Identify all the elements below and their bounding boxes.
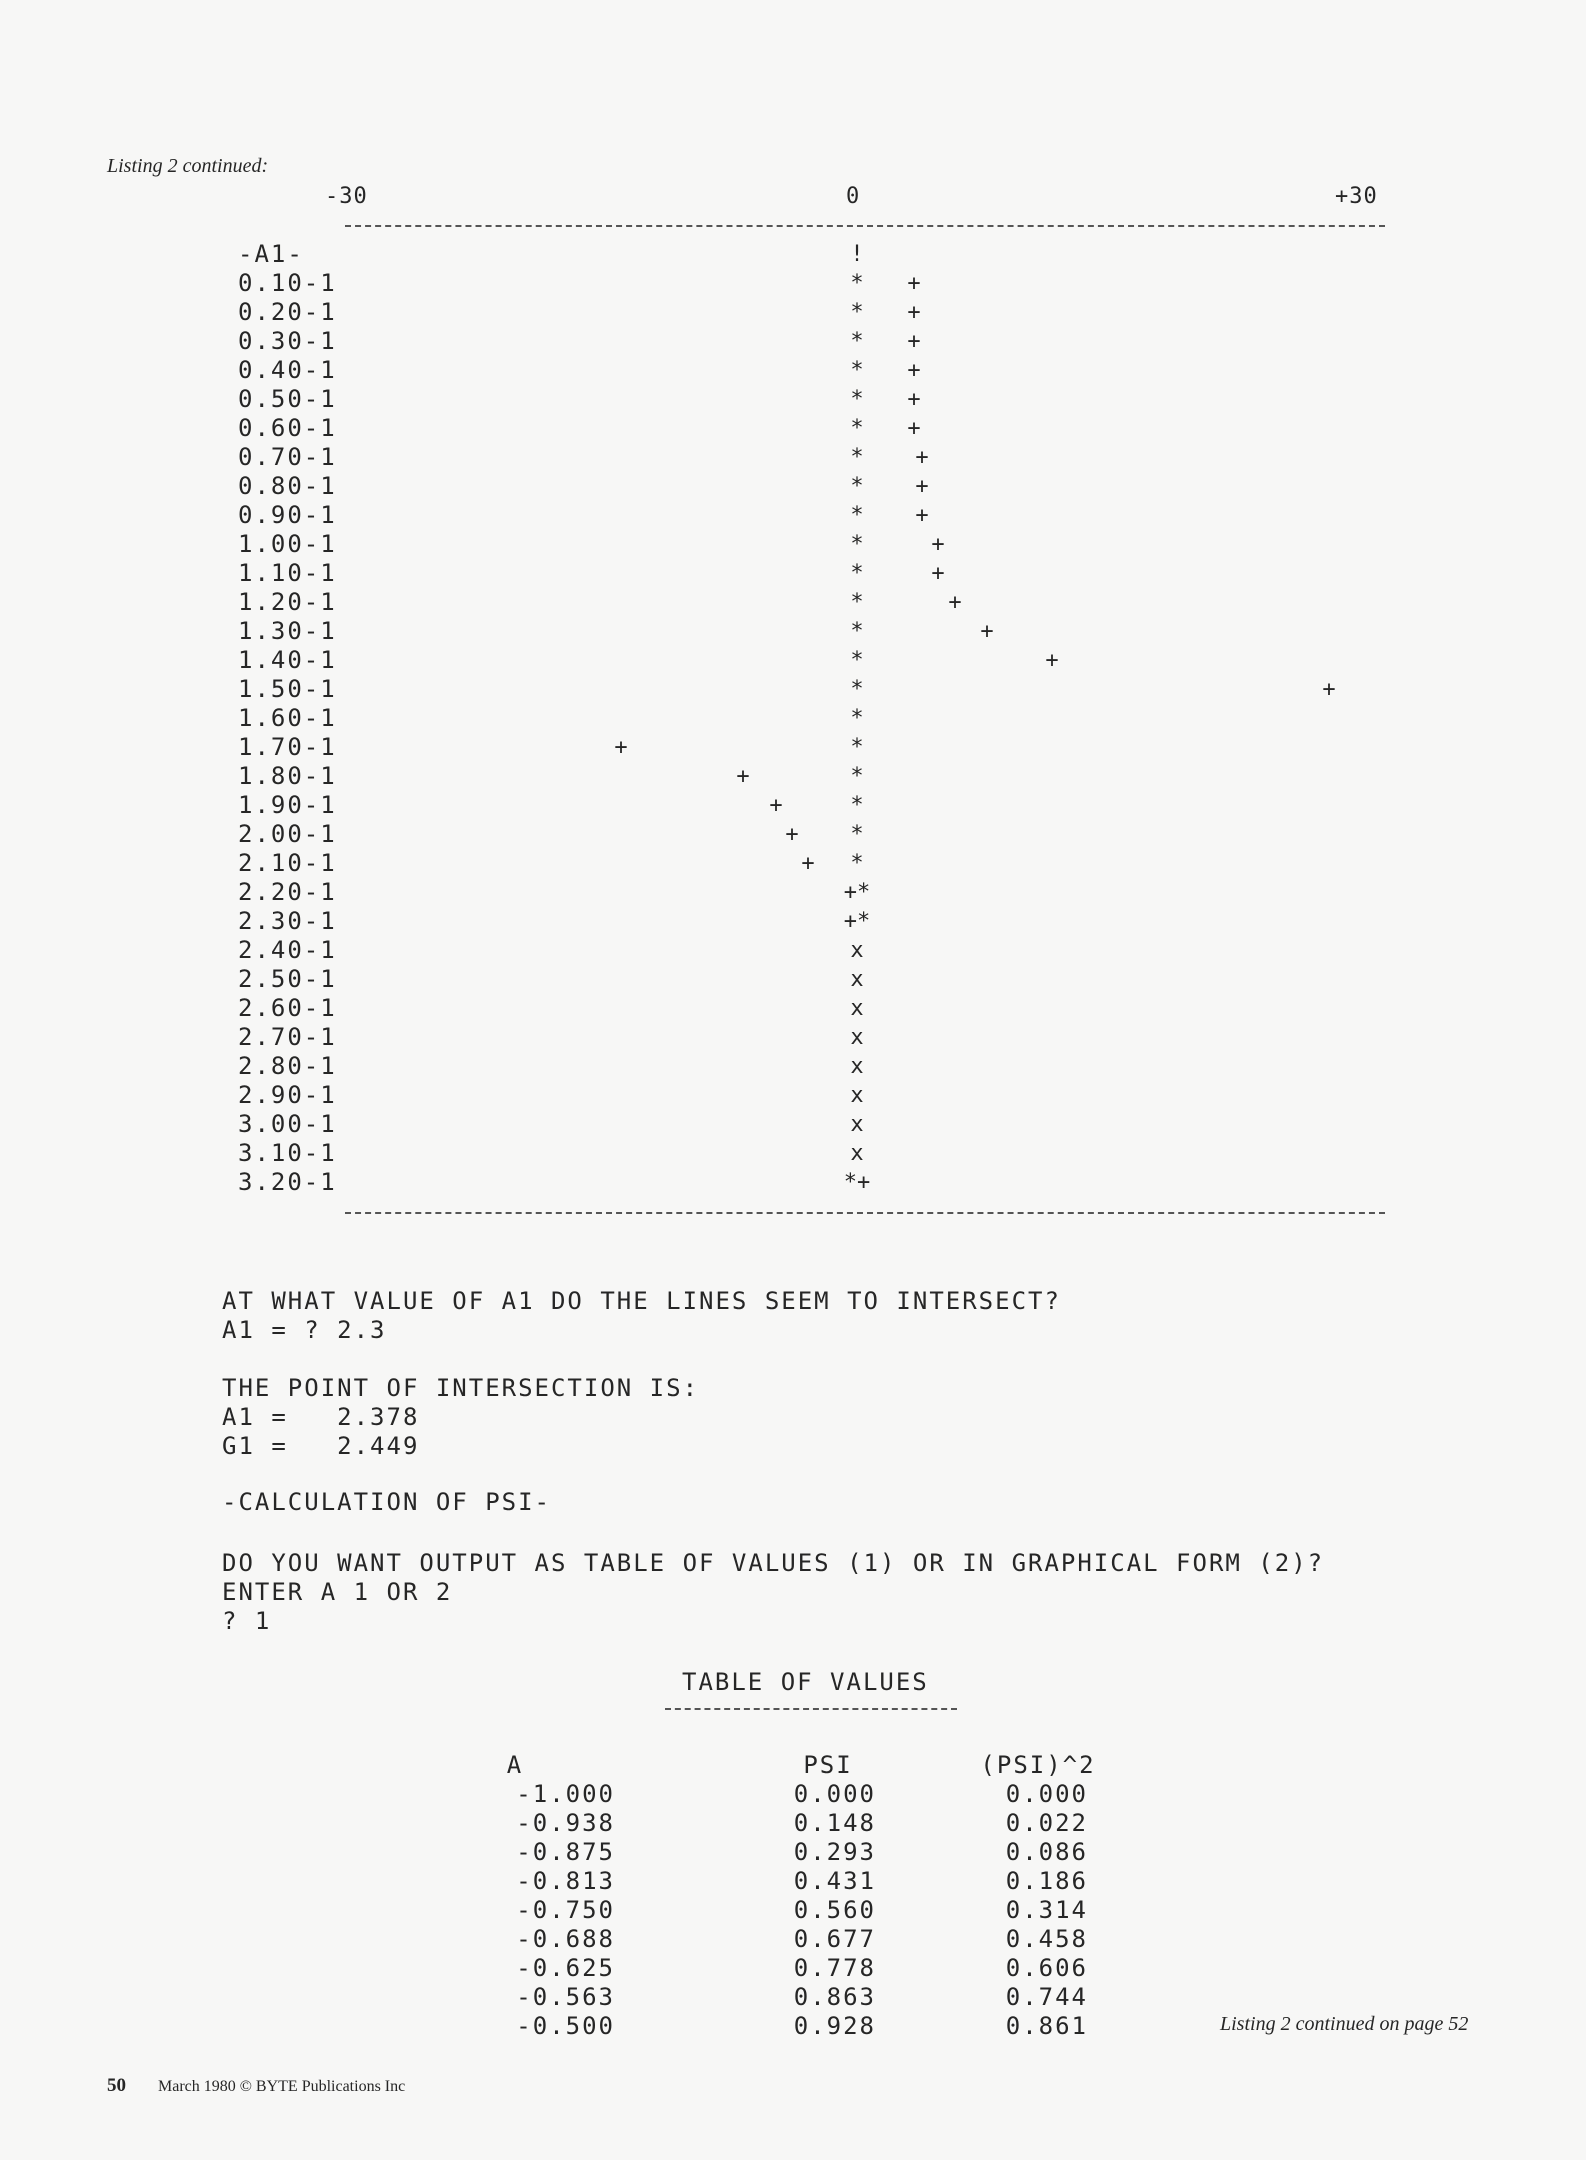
plot-row-label: 0.50-1 <box>238 385 337 413</box>
output-question: DO YOU WANT OUTPUT AS TABLE OF VALUES (1) OR IN GRAPHICAL FORM (2)? <box>222 1549 1325 1577</box>
plot-row <box>0 849 1586 878</box>
table-header-a: A <box>506 1751 524 1779</box>
plot-row <box>0 791 1586 820</box>
plot-row-label: 1.00-1 <box>238 530 337 558</box>
plot-mark-g: x <box>850 1141 864 1166</box>
plot-row-label: 3.10-1 <box>238 1139 337 1167</box>
plot-mark-f: + <box>915 474 929 499</box>
plot-row-label: 0.70-1 <box>238 443 337 471</box>
plot-row-label: 0.60-1 <box>238 414 337 442</box>
plot-mark-f: + <box>1322 677 1336 702</box>
plot-row <box>0 965 1586 994</box>
plot-mark-f: + <box>907 358 921 383</box>
plot-mark-g: * <box>850 677 864 702</box>
plot-mark-g: x <box>850 1083 864 1108</box>
plot-zero-marker: ! <box>850 242 864 267</box>
plot-row-label: 1.20-1 <box>238 588 337 616</box>
plot-mark-g: * <box>850 503 864 528</box>
table-cell-psi-squared: 0.606 <box>1005 1954 1088 1982</box>
plot-mark-f: + <box>769 793 783 818</box>
plot-row <box>0 936 1586 965</box>
plot-mark-g: * <box>850 735 864 760</box>
plot-row <box>0 501 1586 530</box>
plot-row <box>0 530 1586 559</box>
plot-row-label: 3.00-1 <box>238 1110 337 1138</box>
plot-mark-g: x <box>850 938 864 963</box>
plot-row-label: 2.30-1 <box>238 907 337 935</box>
plot-mark-f: + <box>907 271 921 296</box>
plot-mark-g: * <box>850 416 864 441</box>
plot-header-row <box>0 240 1586 269</box>
intersection-a1: A1 = 2.378 <box>222 1403 420 1431</box>
page-number: 50 <box>107 2075 126 2096</box>
plot-row-label: 0.40-1 <box>238 356 337 384</box>
plot-row-label: 1.80-1 <box>238 762 337 790</box>
plot-row-label: 1.60-1 <box>238 704 337 732</box>
listing-caption: Listing 2 continued: <box>107 155 269 177</box>
plot-mark-g: +* <box>843 909 871 934</box>
plot-row-label: 2.90-1 <box>238 1081 337 1109</box>
plot-mark-g: * <box>850 561 864 586</box>
table-header-psi-squared: (PSI)^2 <box>980 1751 1096 1779</box>
plot-mark-g: x <box>850 996 864 1021</box>
plot-row <box>0 1139 1586 1168</box>
table-title-rule <box>665 1708 957 1710</box>
input-reply: ? 1 <box>222 1607 272 1635</box>
table-cell-psi-squared: 0.186 <box>1005 1867 1088 1895</box>
table-cell-a: -0.813 <box>516 1867 615 1895</box>
plot-mark-f: + <box>907 387 921 412</box>
table-cell-psi-squared: 0.744 <box>1005 1983 1088 2011</box>
plot-bottom-rule <box>345 1212 1385 1214</box>
plot-row-label: 0.10-1 <box>238 269 337 297</box>
plot-mark-g: * <box>850 590 864 615</box>
plot-row <box>0 878 1586 907</box>
intersect-answer: A1 = ? 2.3 <box>222 1316 387 1344</box>
plot-row <box>0 588 1586 617</box>
plot-mark-f: + <box>948 590 962 615</box>
table-cell-psi: 0.000 <box>793 1780 876 1808</box>
plot-mark-f: + <box>907 329 921 354</box>
plot-row-label: 0.90-1 <box>238 501 337 529</box>
plot-row-label: 2.40-1 <box>238 936 337 964</box>
plot-row-label: 3.20-1 <box>238 1168 337 1196</box>
table-cell-psi-squared: 0.861 <box>1005 2012 1088 2040</box>
plot-mark-g: * <box>850 851 864 876</box>
axis-label-center: 0 <box>846 184 861 209</box>
intersection-g1: G1 = 2.449 <box>222 1432 420 1460</box>
plot-row <box>0 385 1586 414</box>
table-cell-psi: 0.928 <box>793 2012 876 2040</box>
plot-mark-f: + <box>614 735 628 760</box>
plot-mark-f: + <box>736 764 750 789</box>
plot-mark-g: * <box>850 532 864 557</box>
plot-row <box>0 1052 1586 1081</box>
plot-header-label: -A1- <box>238 240 304 268</box>
plot-row <box>0 733 1586 762</box>
plot-mark-f: + <box>1045 648 1059 673</box>
plot-row <box>0 327 1586 356</box>
continued-caption: Listing 2 continued on page 52 <box>1220 2013 1469 2035</box>
plot-row-label: 2.20-1 <box>238 878 337 906</box>
plot-row-label: 1.30-1 <box>238 617 337 645</box>
plot-row <box>0 269 1586 298</box>
table-cell-a: -0.563 <box>516 1983 615 2011</box>
plot-row <box>0 356 1586 385</box>
plot-mark-f: + <box>915 503 929 528</box>
plot-row-label: 2.10-1 <box>238 849 337 877</box>
plot-mark-f: + <box>785 822 799 847</box>
plot-row <box>0 907 1586 936</box>
table-cell-a: -0.688 <box>516 1925 615 1953</box>
plot-row <box>0 646 1586 675</box>
calculation-title: -CALCULATION OF PSI- <box>222 1488 551 1516</box>
plot-mark-g: * <box>850 300 864 325</box>
table-cell-a: -0.938 <box>516 1809 615 1837</box>
plot-row <box>0 675 1586 704</box>
plot-row <box>0 1081 1586 1110</box>
plot-row-label: 0.80-1 <box>238 472 337 500</box>
plot-row <box>0 617 1586 646</box>
plot-mark-f: + <box>907 416 921 441</box>
plot-row-label: 2.70-1 <box>238 1023 337 1051</box>
plot-mark-g: * <box>850 619 864 644</box>
table-cell-psi: 0.431 <box>793 1867 876 1895</box>
enter-prompt: ENTER A 1 OR 2 <box>222 1578 453 1606</box>
table-cell-psi-squared: 0.458 <box>1005 1925 1088 1953</box>
table-cell-psi-squared: 0.000 <box>1005 1780 1088 1808</box>
plot-mark-g: x <box>850 967 864 992</box>
table-cell-a: -0.500 <box>516 2012 615 2040</box>
plot-row-label: 1.70-1 <box>238 733 337 761</box>
plot-mark-g: * <box>850 822 864 847</box>
table-cell-psi: 0.293 <box>793 1838 876 1866</box>
plot-row-label: 0.30-1 <box>238 327 337 355</box>
plot-row <box>0 1168 1586 1197</box>
plot-mark-g: * <box>850 329 864 354</box>
plot-row-label: 1.90-1 <box>238 791 337 819</box>
plot-mark-g: x <box>850 1112 864 1137</box>
plot-row-label: 2.60-1 <box>238 994 337 1022</box>
plot-row-label: 2.00-1 <box>238 820 337 848</box>
table-cell-psi: 0.148 <box>793 1809 876 1837</box>
plot-row <box>0 820 1586 849</box>
plot-mark-f: + <box>980 619 994 644</box>
plot-row <box>0 414 1586 443</box>
plot-mark-g: * <box>850 387 864 412</box>
plot-mark-g: * <box>850 706 864 731</box>
plot-row-label: 2.50-1 <box>238 965 337 993</box>
plot-row-label: 0.20-1 <box>238 298 337 326</box>
plot-mark-g: *+ <box>843 1170 871 1195</box>
plot-row <box>0 1110 1586 1139</box>
table-cell-psi: 0.863 <box>793 1983 876 2011</box>
plot-mark-g: * <box>850 358 864 383</box>
plot-row <box>0 704 1586 733</box>
publication-footer: March 1980 © BYTE Publications Inc <box>158 2078 406 2095</box>
plot-row-label: 2.80-1 <box>238 1052 337 1080</box>
plot-mark-g: * <box>850 764 864 789</box>
plot-mark-f: + <box>931 532 945 557</box>
plot-mark-g: +* <box>843 880 871 905</box>
plot-row <box>0 472 1586 501</box>
table-cell-psi-squared: 0.022 <box>1005 1809 1088 1837</box>
intersection-title: THE POINT OF INTERSECTION IS: <box>222 1374 700 1402</box>
plot-row <box>0 559 1586 588</box>
plot-row <box>0 994 1586 1023</box>
plot-row-label: 1.50-1 <box>238 675 337 703</box>
plot-mark-f: + <box>931 561 945 586</box>
plot-row-label: 1.10-1 <box>238 559 337 587</box>
plot-mark-g: * <box>850 271 864 296</box>
table-cell-psi: 0.677 <box>793 1925 876 1953</box>
table-cell-a: -1.000 <box>516 1780 615 1808</box>
plot-mark-f: + <box>801 851 815 876</box>
plot-mark-f: + <box>915 445 929 470</box>
plot-mark-g: * <box>850 793 864 818</box>
plot-mark-g: * <box>850 445 864 470</box>
table-header-psi: PSI <box>803 1751 853 1779</box>
plot-mark-g: * <box>850 648 864 673</box>
intersect-question: AT WHAT VALUE OF A1 DO THE LINES SEEM TO INTERSECT? <box>222 1287 1061 1315</box>
table-cell-psi-squared: 0.314 <box>1005 1896 1088 1924</box>
table-title: TABLE OF VALUES <box>682 1668 929 1696</box>
plot-row <box>0 298 1586 327</box>
plot-row <box>0 762 1586 791</box>
axis-label-right: +30 <box>1335 184 1378 209</box>
plot-row-label: 1.40-1 <box>238 646 337 674</box>
table-cell-psi: 0.778 <box>793 1954 876 1982</box>
table-cell-psi: 0.560 <box>793 1896 876 1924</box>
plot-top-rule <box>345 225 1385 227</box>
table-cell-a: -0.875 <box>516 1838 615 1866</box>
plot-mark-g: * <box>850 474 864 499</box>
plot-mark-g: x <box>850 1025 864 1050</box>
plot-row <box>0 1023 1586 1052</box>
table-cell-psi-squared: 0.086 <box>1005 1838 1088 1866</box>
plot-mark-f: + <box>907 300 921 325</box>
plot-mark-g: x <box>850 1054 864 1079</box>
table-cell-a: -0.625 <box>516 1954 615 1982</box>
plot-row <box>0 443 1586 472</box>
axis-label-left: -30 <box>325 184 368 209</box>
table-cell-a: -0.750 <box>516 1896 615 1924</box>
